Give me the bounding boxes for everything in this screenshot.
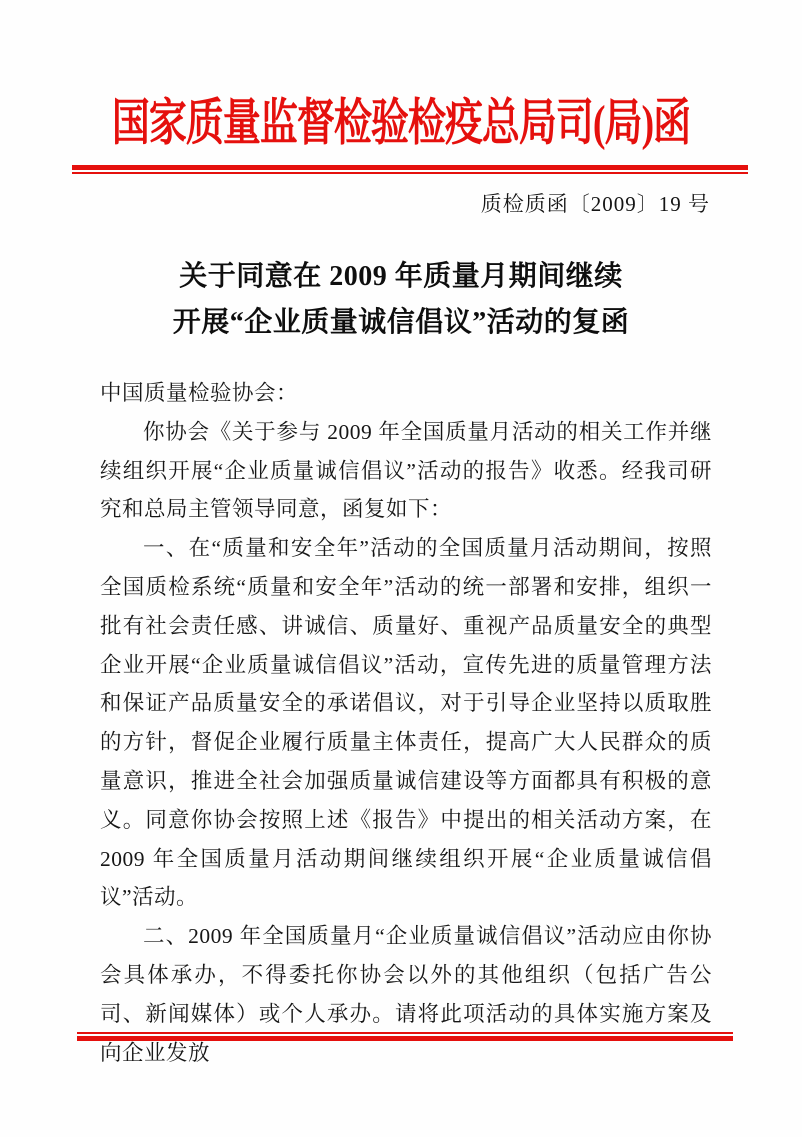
letterhead-title: 国家质量监督检验检疫总局司(局)函 xyxy=(111,95,691,152)
salutation: 中国质量检验协会： xyxy=(100,381,299,405)
letter-body xyxy=(100,374,712,1072)
header-separator-line xyxy=(72,165,748,174)
subject-title xyxy=(0,254,802,346)
header-rule-thin xyxy=(72,172,748,174)
footer-rule-thick xyxy=(77,1036,733,1041)
subject-line-1: 关于同意在 2009 年质量月期间继续 xyxy=(179,261,623,292)
paragraph-intro: 你协会《关于参与 2009 年全国质量月活动的相关工作并继续组织开展“企业质量诚信倡议”活动的报告》收悉。经我司研究和总局主管领导同意，函复如下： xyxy=(100,419,712,522)
subject-line-2: 开展“企业质量诚信倡议”活动的复函 xyxy=(172,307,630,338)
footer-separator-line xyxy=(77,1032,733,1041)
document-number: 质检质函〔2009〕19 号 xyxy=(480,192,710,216)
paragraph-item-1: 一、在“质量和安全年”活动的全国质量月活动期间，按照全国质检系统“质量和安全年”活动的统一部署和安排，组织一批有社会责任感、讲诚信、质量好、重视产品质量安全的典型企业开展“企业质量诚信倡议”活动，宣传先进的质量管理方法和保证产品质量安全的承诺倡议，对于引导企业坚持以质取胜的方针，督促企业履行质量主体责任，提高广大人民群众的质量意识，推进全社会加强质量诚信建设等方面都具有积极的意义。同意你协会按照上述《报告》中提出的相关活动方案，在 2009 年全国质量月活动期间继续组织开展“企业质量诚信倡议”活动。 xyxy=(100,536,712,910)
paragraph-item-2: 二、2009 年全国质量月“企业质量诚信倡议”活动应由你协会具体承办，不得委托你协会以外的其他组织（包括广告公司、新闻媒体）或个人承办。请将此项活动的具体实施方案及向企业发放 xyxy=(100,924,712,1065)
